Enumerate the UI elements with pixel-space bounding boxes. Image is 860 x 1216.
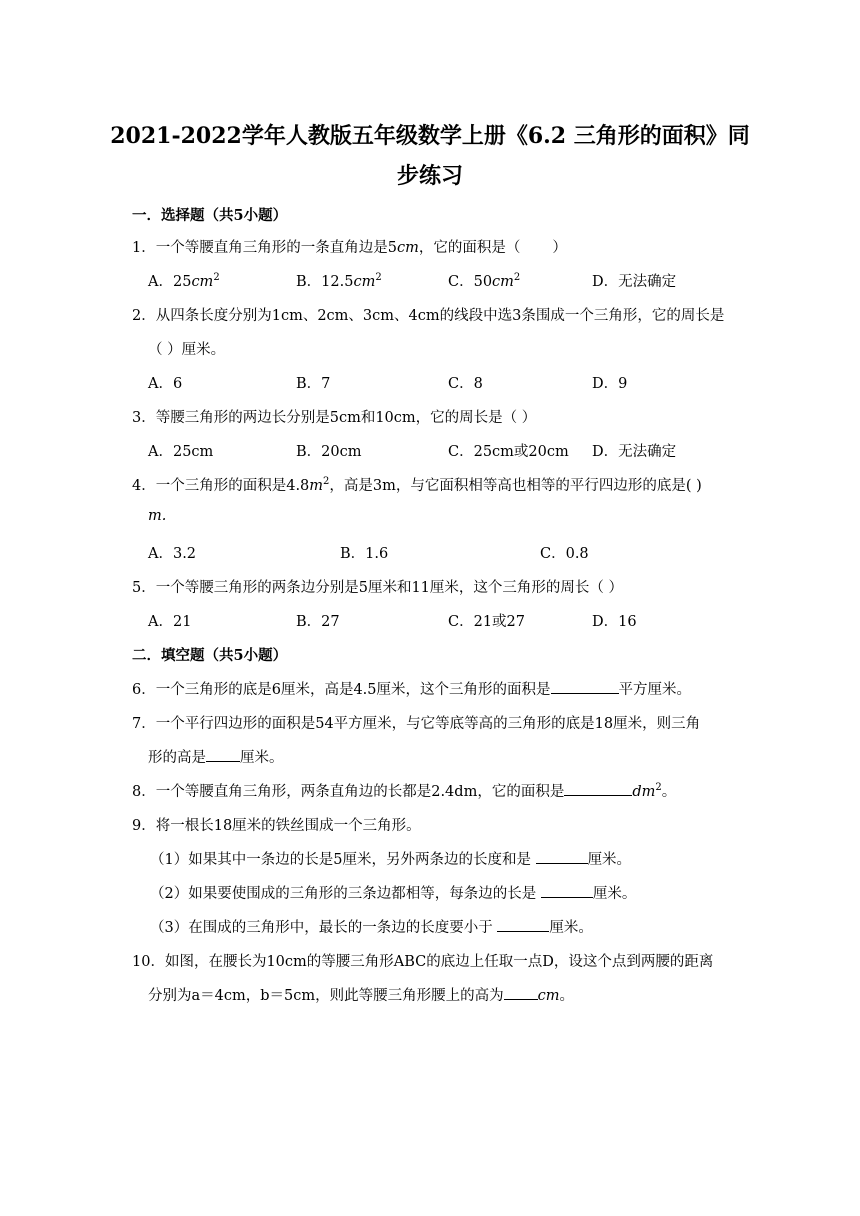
question-3-option-a[interactable]: A．25cm [148,444,214,460]
question-1-option-b[interactable]: B．$12.5cm^2$ [296,272,382,290]
question-5-option-c[interactable]: C．21或27 [448,614,525,630]
question-2-option-c[interactable]: C．8 [448,376,483,392]
question-5-option-b[interactable]: B．27 [296,614,340,630]
question-9-part-1: （1）如果其中一条边的长是5厘米，另外两条边的长度和是 厘米。 [150,848,631,869]
question-1-option-d[interactable]: D．无法确定 [592,274,677,290]
question-4-option-c[interactable]: C．0.8 [540,546,589,562]
question-1-text: 1．一个等腰直角三角形的一条直角边是5 [132,240,397,256]
question-3-option-d[interactable]: D．无法确定 [592,444,677,460]
question-8: 8．一个等腰直角三角形，两条直角边的长都是2.4dm，它的面积是 $dm^2$。 [132,782,677,800]
question-9-part-3: （3）在围成的三角形中，最长的一条边的长度要小于 厘米。 [150,916,593,937]
answer-blank[interactable] [541,883,593,898]
question-9: 9．将一根长18厘米的铁丝围成一个三角形。 [132,818,421,834]
page-title: 2021-2022学年人教版五年级数学上册《6.2 三角形的面积》同 [110,123,750,149]
question-1 [132,236,567,257]
question-1-text-b: ，它的面积是（ [418,240,521,256]
question-3: 3．等腰三角形的两边长分别是5cm和10cm，它的周长是（ ） [132,410,537,426]
question-3-option-b[interactable]: B．20cm [296,444,362,460]
answer-blank[interactable] [551,679,619,694]
question-2-option-b[interactable]: B．7 [296,376,331,392]
answer-blank[interactable] [536,849,588,864]
question-1-unit: cm [396,240,419,256]
question-2-continued: （ ）厘米。 [148,342,226,358]
question-1-text-c: ） [552,240,567,256]
answer-blank[interactable] [564,781,632,796]
question-4-option-a[interactable]: A．3.2 [148,546,197,562]
question-3-option-c[interactable]: C．25cm或20cm [448,444,569,460]
question-4: 4．一个三角形的面积是$4.8m^2$，高是3m，与它面积相等高也相等的平行四边形的底是( ) [132,476,702,494]
answer-blank[interactable] [206,747,240,762]
question-2-option-d[interactable]: D．9 [592,376,628,392]
section-heading-choice: 一．选择题（共5小题） [132,207,288,224]
question-10-continued: 分别为a＝4cm，b＝5cm，则此等腰三角形腰上的高为 cm。 [148,984,574,1005]
question-10: 10．如图，在腰长为10cm的等腰三角形ABC的底边上任取一点D，设这个点到两腰的距离 [132,954,714,970]
question-1-option-c[interactable]: C．$50cm^2$ [448,272,521,290]
section-heading-fill-blank: 二．填空题（共5小题） [132,647,288,664]
question-5-option-a[interactable]: A．21 [148,614,192,630]
question-1-option-a[interactable]: A．$25cm^2$ [148,272,220,290]
question-2: 2．从四条长度分别为1cm、2cm、3cm、4cm的线段中选3条围成一个三角形，它的周长是 [132,308,725,324]
question-5: 5．一个等腰三角形的两条边分别是5厘米和11厘米，这个三角形的周长（ ） [132,580,624,596]
answer-blank[interactable] [497,917,549,932]
question-4-continued: m. [148,508,167,524]
question-9-part-2: （2）如果要使围成的三角形的三条边都相等，每条边的长是 厘米。 [150,882,636,903]
page-title-continued: 步练习 [396,163,463,189]
question-4-option-b[interactable]: B．1.6 [340,546,389,562]
question-7: 7．一个平行四边形的面积是54平方厘米，与它等底等高的三角形的底是18厘米，则三角 [132,716,701,732]
question-5-option-d[interactable]: D．16 [592,614,637,630]
question-6: 6．一个三角形的底是6厘米，高是4.5厘米，这个三角形的面积是 平方厘米。 [132,678,691,699]
question-2-option-a[interactable]: A．6 [148,376,183,392]
question-7-continued: 形的高是 厘米。 [148,746,284,767]
answer-blank[interactable] [504,985,538,1000]
